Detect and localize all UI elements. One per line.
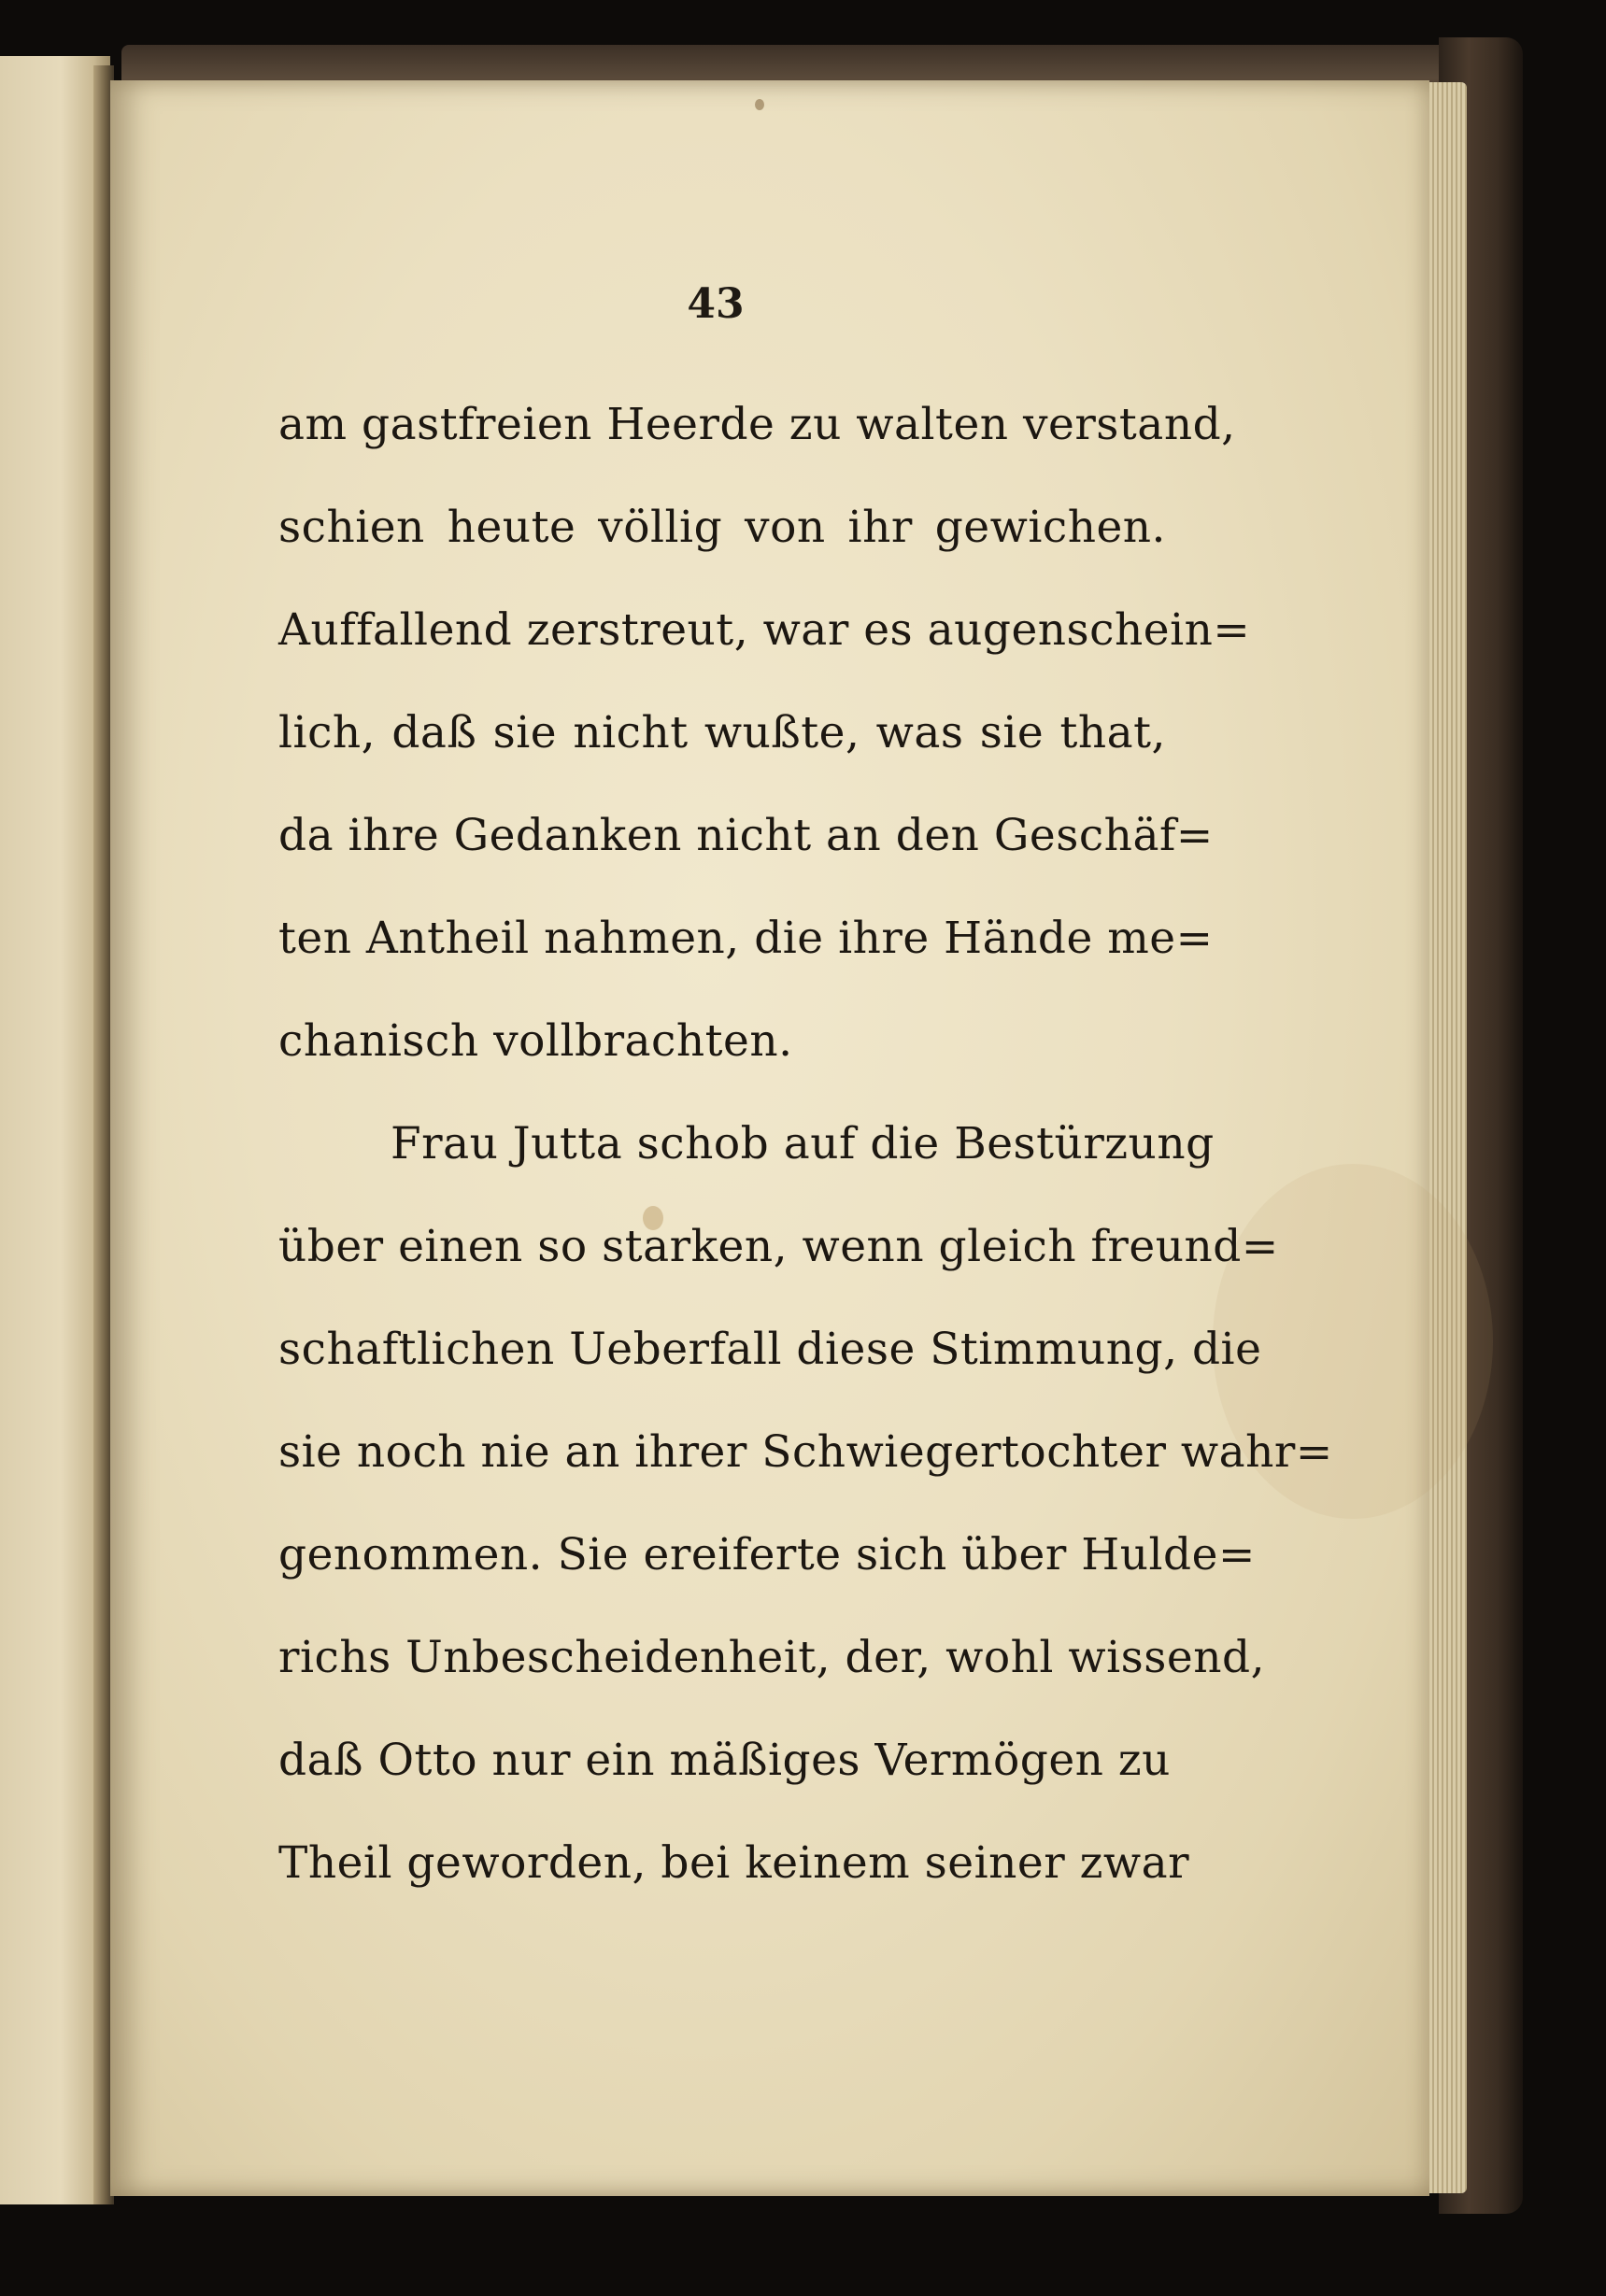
- text-line: über einen so starken, wenn gleich freund=: [278, 1221, 1279, 1272]
- text-line: Auffallend zerstreut, war es augenschein=: [278, 604, 1251, 656]
- paper-stain: [755, 99, 764, 110]
- page-text: [278, 374, 1333, 1915]
- text-line: ten Antheil nahmen, die ihre Hände me=: [278, 913, 1214, 964]
- text-line: lich, daß sie nicht wußte, was sie that,: [278, 707, 1166, 758]
- page-number: 43: [687, 280, 745, 328]
- text-line: chanisch vollbrachten.: [278, 1015, 793, 1067]
- text-line: Theil geworden, bei keinem seiner zwar: [278, 1837, 1190, 1889]
- text-line: richs Unbescheidenheit, der, wohl wissend,: [278, 1632, 1266, 1683]
- text-line: genommen. Sie ereiferte sich über Hulde=: [278, 1529, 1256, 1580]
- text-line: daß Otto nur ein mäßiges Vermögen zu: [278, 1735, 1171, 1786]
- text-line: da ihre Gedanken nicht an den Geschäf=: [278, 810, 1214, 861]
- text-line: schaftlichen Ueberfall diese Stimmung, die: [278, 1324, 1262, 1375]
- text-line: schien heute völlig von ihr gewichen.: [278, 502, 1166, 553]
- text-line: am gastfreien Heerde zu walten verstand,: [278, 399, 1236, 450]
- text-line: Frau Jutta schob auf die Bestürzung: [391, 1118, 1215, 1169]
- text-line: sie noch nie an ihrer Schwiegertochter wahr=: [278, 1426, 1333, 1478]
